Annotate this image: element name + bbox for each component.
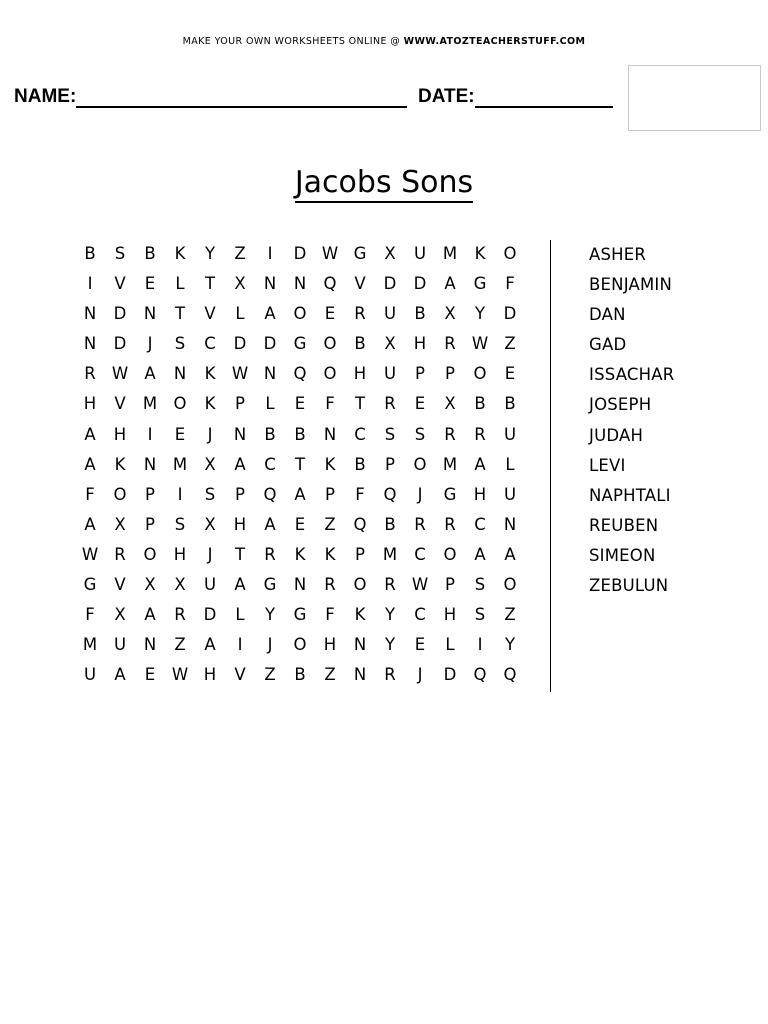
grid-cell: D bbox=[113, 304, 127, 324]
grid-cell: T bbox=[204, 274, 216, 294]
grid-cell: O bbox=[143, 544, 157, 564]
grid-cell: I bbox=[87, 274, 93, 294]
grid-cell: B bbox=[354, 334, 366, 354]
name-line bbox=[76, 106, 407, 108]
grid-cell: B bbox=[384, 514, 396, 534]
grid-cell: O bbox=[503, 575, 517, 595]
grid-cell: Q bbox=[323, 274, 337, 294]
grid-cell: T bbox=[354, 394, 366, 414]
header-note bbox=[0, 36, 768, 47]
grid-cell: P bbox=[445, 364, 455, 384]
grid-cell: P bbox=[145, 514, 155, 534]
word-list-item: ASHER bbox=[589, 245, 647, 264]
grid-cell: L bbox=[235, 304, 245, 324]
grid-cell: D bbox=[443, 665, 457, 685]
grid-cell: O bbox=[473, 364, 487, 384]
word-list-item: ISSACHAR bbox=[589, 365, 675, 385]
grid-cell: E bbox=[144, 665, 156, 685]
grid-cell: X bbox=[444, 304, 456, 324]
grid-cell: N bbox=[293, 274, 307, 294]
word-search-grid bbox=[75, 242, 525, 693]
grid-cell: N bbox=[353, 635, 367, 655]
grid-cell: E bbox=[174, 424, 186, 444]
grid-row bbox=[75, 302, 525, 332]
grid-cell: L bbox=[445, 635, 455, 655]
grid-cell: O bbox=[293, 635, 307, 655]
grid-cell: E bbox=[504, 364, 516, 384]
grid-cell: M bbox=[82, 635, 98, 655]
grid-cell: T bbox=[294, 454, 306, 474]
grid-cell: F bbox=[505, 274, 515, 294]
grid-cell: C bbox=[354, 424, 366, 444]
grid-cell: J bbox=[207, 424, 213, 444]
grid-cell: N bbox=[143, 304, 157, 324]
grid-cell: Y bbox=[264, 605, 276, 625]
grid-cell: M bbox=[382, 544, 398, 564]
grid-row bbox=[75, 332, 525, 362]
grid-cell: Q bbox=[503, 665, 517, 685]
grid-cell: K bbox=[174, 244, 186, 263]
grid-cell: M bbox=[442, 244, 458, 263]
grid-cell: Y bbox=[504, 635, 516, 655]
grid-cell: V bbox=[354, 274, 366, 294]
grid-cell: V bbox=[114, 274, 126, 294]
grid-cell: W bbox=[471, 334, 489, 354]
grid-cell: L bbox=[265, 394, 275, 414]
grid-cell: Y bbox=[384, 635, 396, 655]
grid-cell: K bbox=[354, 605, 366, 625]
grid-cell: P bbox=[355, 544, 365, 564]
grid-cell: P bbox=[325, 484, 335, 504]
word-list bbox=[589, 243, 674, 604]
grid-cell: K bbox=[204, 364, 216, 384]
word-list-item: REUBEN bbox=[589, 515, 659, 535]
grid-cell: R bbox=[114, 544, 126, 564]
grid-cell: R bbox=[474, 424, 486, 444]
word-list-item: ZEBULUN bbox=[589, 576, 669, 596]
grid-cell: L bbox=[505, 454, 515, 474]
grid-cell: E bbox=[294, 514, 306, 534]
date-label: DATE: bbox=[418, 86, 475, 107]
grid-cell: E bbox=[294, 394, 306, 414]
grid-cell: N bbox=[233, 424, 247, 444]
grid-cell: A bbox=[204, 635, 216, 655]
grid-cell: A bbox=[144, 364, 156, 384]
word-list-item: DAN bbox=[589, 305, 626, 325]
grid-cell: I bbox=[147, 424, 153, 444]
name-label: NAME: bbox=[14, 86, 77, 107]
grid-row bbox=[75, 513, 525, 543]
grid-cell: A bbox=[504, 544, 516, 564]
divider bbox=[550, 240, 551, 692]
grid-cell: V bbox=[114, 394, 126, 414]
grid-cell: K bbox=[294, 544, 306, 564]
grid-cell: D bbox=[413, 274, 427, 294]
grid-cell: K bbox=[324, 544, 336, 564]
grid-row bbox=[75, 543, 525, 573]
grid-cell: M bbox=[172, 454, 188, 474]
grid-cell: R bbox=[444, 334, 456, 354]
grid-cell: X bbox=[204, 514, 216, 534]
grid-cell: O bbox=[173, 394, 187, 414]
grid-cell: A bbox=[114, 665, 126, 685]
grid-cell: N bbox=[143, 635, 157, 655]
grid-cell: D bbox=[203, 605, 217, 625]
grid-cell: T bbox=[234, 544, 246, 564]
grid-cell: A bbox=[294, 484, 306, 504]
grid-cell: F bbox=[325, 394, 335, 414]
grid-cell: J bbox=[207, 544, 213, 564]
grid-cell: V bbox=[204, 304, 216, 324]
grid-cell: O bbox=[503, 244, 517, 263]
grid-cell: U bbox=[203, 575, 217, 595]
word-list-item: SIMEON bbox=[589, 545, 656, 565]
grid-cell: U bbox=[383, 364, 397, 384]
grid-cell: G bbox=[443, 484, 457, 504]
grid-cell: Z bbox=[504, 334, 516, 354]
grid-cell: C bbox=[264, 454, 276, 474]
grid-cell: I bbox=[267, 244, 273, 263]
grid-cell: R bbox=[264, 544, 276, 564]
grid-cell: X bbox=[144, 575, 156, 595]
grid-cell: H bbox=[413, 334, 427, 354]
grid-cell: Q bbox=[263, 484, 277, 504]
grid-cell: J bbox=[267, 635, 273, 655]
grid-cell: C bbox=[474, 514, 486, 534]
grid-cell: Z bbox=[234, 244, 246, 263]
grid-cell: E bbox=[414, 635, 426, 655]
grid-cell: V bbox=[234, 665, 246, 685]
grid-cell: A bbox=[234, 575, 246, 595]
grid-cell: D bbox=[293, 244, 307, 263]
grid-cell: H bbox=[83, 394, 97, 414]
grid-cell: N bbox=[173, 364, 187, 384]
grid-cell: X bbox=[204, 454, 216, 474]
grid-cell: O bbox=[413, 454, 427, 474]
grid-row bbox=[75, 242, 525, 272]
header-note-url[interactable]: WWW.ATOZTEACHERSTUFF.COM bbox=[403, 36, 586, 47]
grid-cell: Q bbox=[473, 665, 487, 685]
header-note-prefix: MAKE YOUR OWN WORKSHEETS ONLINE @ bbox=[182, 36, 404, 47]
grid-cell: H bbox=[443, 605, 457, 625]
grid-cell: W bbox=[171, 665, 189, 685]
grid-cell: N bbox=[83, 334, 97, 354]
grid-cell: M bbox=[142, 394, 158, 414]
grid-cell: C bbox=[414, 544, 426, 564]
grid-cell: E bbox=[414, 394, 426, 414]
grid-cell: G bbox=[473, 274, 487, 294]
grid-cell: D bbox=[233, 334, 247, 354]
grid-cell: D bbox=[383, 274, 397, 294]
grid-row bbox=[75, 573, 525, 603]
grid-cell: R bbox=[444, 424, 456, 444]
grid-row bbox=[75, 453, 525, 483]
grid-cell: U bbox=[83, 665, 97, 685]
grid-cell: W bbox=[321, 244, 339, 263]
grid-cell: N bbox=[143, 454, 157, 474]
grid-cell: P bbox=[385, 454, 395, 474]
grid-cell: X bbox=[114, 514, 126, 534]
grid-cell: A bbox=[474, 454, 486, 474]
grid-cell: Y bbox=[384, 605, 396, 625]
title bbox=[0, 165, 768, 203]
grid-cell: R bbox=[444, 514, 456, 534]
grid-cell: P bbox=[235, 394, 245, 414]
grid-cell: Y bbox=[474, 304, 486, 324]
grid-cell: A bbox=[234, 454, 246, 474]
grid-cell: S bbox=[474, 575, 486, 595]
grid-cell: Z bbox=[174, 635, 186, 655]
grid-cell: K bbox=[114, 454, 126, 474]
word-list-item: JUDAH bbox=[589, 425, 644, 445]
word-list-item: BENJAMIN bbox=[589, 275, 672, 295]
grid-cell: O bbox=[443, 544, 457, 564]
grid-cell: S bbox=[474, 605, 486, 625]
grid-cell: N bbox=[503, 514, 517, 534]
grid-row bbox=[75, 392, 525, 422]
grid-cell: L bbox=[175, 274, 185, 294]
grid-cell: S bbox=[204, 484, 216, 504]
grid-cell: X bbox=[384, 334, 396, 354]
grid-cell: A bbox=[84, 454, 96, 474]
grid-cell: N bbox=[83, 304, 97, 324]
grid-cell: M bbox=[442, 454, 458, 474]
grid-cell: S bbox=[174, 514, 186, 534]
grid-cell: Z bbox=[264, 665, 276, 685]
grid-cell: C bbox=[204, 334, 216, 354]
grid-cell: A bbox=[84, 514, 96, 534]
grid-cell: Z bbox=[324, 665, 336, 685]
grid-cell: B bbox=[414, 304, 426, 324]
grid-cell: D bbox=[263, 334, 277, 354]
grid-cell: B bbox=[294, 665, 306, 685]
grid-cell: B bbox=[294, 424, 306, 444]
grid-cell: S bbox=[114, 244, 126, 263]
grid-cell: Y bbox=[204, 244, 216, 263]
grid-cell: I bbox=[177, 484, 183, 504]
grid-cell: C bbox=[414, 605, 426, 625]
grid-cell: U bbox=[503, 424, 517, 444]
grid-cell: R bbox=[384, 665, 396, 685]
grid-cell: G bbox=[353, 244, 367, 263]
grid-cell: O bbox=[293, 304, 307, 324]
grid-cell: U bbox=[383, 304, 397, 324]
grid-cell: H bbox=[173, 544, 187, 564]
grid-cell: G bbox=[263, 575, 277, 595]
grid-cell: O bbox=[113, 484, 127, 504]
grid-cell: U bbox=[113, 635, 127, 655]
grid-cell: N bbox=[323, 424, 337, 444]
grid-cell: A bbox=[444, 274, 456, 294]
grid-cell: A bbox=[84, 424, 96, 444]
grid-cell: F bbox=[325, 605, 335, 625]
grid-cell: J bbox=[147, 334, 153, 354]
grid-cell: K bbox=[474, 244, 486, 263]
grid-cell: A bbox=[264, 304, 276, 324]
grid-cell: B bbox=[354, 454, 366, 474]
grid-row bbox=[75, 423, 525, 453]
grid-cell: G bbox=[83, 575, 97, 595]
grid-cell: Z bbox=[504, 605, 516, 625]
grid-cell: H bbox=[323, 635, 337, 655]
grid-row bbox=[75, 633, 525, 663]
grid-cell: E bbox=[144, 274, 156, 294]
grid-cell: B bbox=[474, 394, 486, 414]
grid-cell: R bbox=[384, 575, 396, 595]
grid-cell: A bbox=[264, 514, 276, 534]
title-text: Jacobs Sons bbox=[295, 165, 473, 203]
grid-cell: B bbox=[144, 244, 156, 263]
grid-cell: W bbox=[411, 575, 429, 595]
grid-cell: X bbox=[384, 244, 396, 263]
grid-cell: B bbox=[504, 394, 516, 414]
grid-cell: L bbox=[235, 605, 245, 625]
grid-cell: O bbox=[323, 364, 337, 384]
grid-cell: H bbox=[233, 514, 247, 534]
word-list-item: JOSEPH bbox=[589, 395, 652, 415]
grid-cell: R bbox=[174, 605, 186, 625]
word-list-item: LEVI bbox=[589, 455, 626, 475]
grid-cell: J bbox=[417, 484, 423, 504]
grid-cell: N bbox=[353, 665, 367, 685]
grid-cell: R bbox=[414, 514, 426, 534]
grid-cell: F bbox=[85, 605, 95, 625]
grid-cell: N bbox=[263, 364, 277, 384]
grid-cell: R bbox=[84, 364, 96, 384]
word-list-item: NAPHTALI bbox=[589, 485, 671, 505]
grid-cell: Q bbox=[353, 514, 367, 534]
grid-cell: D bbox=[503, 304, 517, 324]
grid-cell: A bbox=[474, 544, 486, 564]
word-list-item: GAD bbox=[589, 335, 627, 355]
grid-cell: H bbox=[203, 665, 217, 685]
grid-cell: R bbox=[324, 575, 336, 595]
grid-cell: F bbox=[85, 484, 95, 504]
grid-row bbox=[75, 272, 525, 302]
grid-cell: Q bbox=[383, 484, 397, 504]
grid-cell: E bbox=[324, 304, 336, 324]
grid-cell: N bbox=[293, 575, 307, 595]
grid-cell: Z bbox=[324, 514, 336, 534]
grid-cell: K bbox=[324, 454, 336, 474]
grid-cell: A bbox=[144, 605, 156, 625]
grid-cell: X bbox=[174, 575, 186, 595]
grid-cell: P bbox=[235, 484, 245, 504]
grid-cell: V bbox=[114, 575, 126, 595]
grid-cell: B bbox=[264, 424, 276, 444]
date-line bbox=[475, 106, 613, 108]
grid-cell: X bbox=[444, 394, 456, 414]
grid-cell: O bbox=[353, 575, 367, 595]
grid-cell: S bbox=[384, 424, 396, 444]
grid-cell: G bbox=[293, 334, 307, 354]
grid-cell: U bbox=[503, 484, 517, 504]
grid-cell: R bbox=[354, 304, 366, 324]
grid-cell: W bbox=[81, 544, 99, 564]
grid-cell: R bbox=[384, 394, 396, 414]
grid-cell: W bbox=[231, 364, 249, 384]
grid-cell: K bbox=[204, 394, 216, 414]
grid-cell: P bbox=[445, 575, 455, 595]
grid-cell: G bbox=[293, 605, 307, 625]
grid-cell: Q bbox=[293, 364, 307, 384]
grid-cell: T bbox=[174, 304, 186, 324]
grid-cell: H bbox=[473, 484, 487, 504]
grid-row bbox=[75, 362, 525, 392]
score-box bbox=[628, 65, 761, 131]
grid-cell: H bbox=[353, 364, 367, 384]
grid-cell: P bbox=[145, 484, 155, 504]
grid-cell: S bbox=[414, 424, 426, 444]
grid-cell: O bbox=[323, 334, 337, 354]
grid-cell: I bbox=[237, 635, 243, 655]
grid-cell: W bbox=[111, 364, 129, 384]
grid-cell: H bbox=[113, 424, 127, 444]
grid-cell: B bbox=[84, 244, 96, 263]
grid-row bbox=[75, 603, 525, 633]
grid-cell: F bbox=[355, 484, 365, 504]
grid-cell: P bbox=[415, 364, 425, 384]
grid-cell: I bbox=[477, 635, 483, 655]
grid-cell: J bbox=[417, 665, 423, 685]
grid-cell: S bbox=[174, 334, 186, 354]
grid-cell: X bbox=[114, 605, 126, 625]
grid-cell: D bbox=[113, 334, 127, 354]
grid-cell: X bbox=[234, 274, 246, 294]
grid-row bbox=[75, 663, 525, 693]
grid-cell: U bbox=[413, 244, 427, 263]
grid-row bbox=[75, 483, 525, 513]
grid-cell: N bbox=[263, 274, 277, 294]
